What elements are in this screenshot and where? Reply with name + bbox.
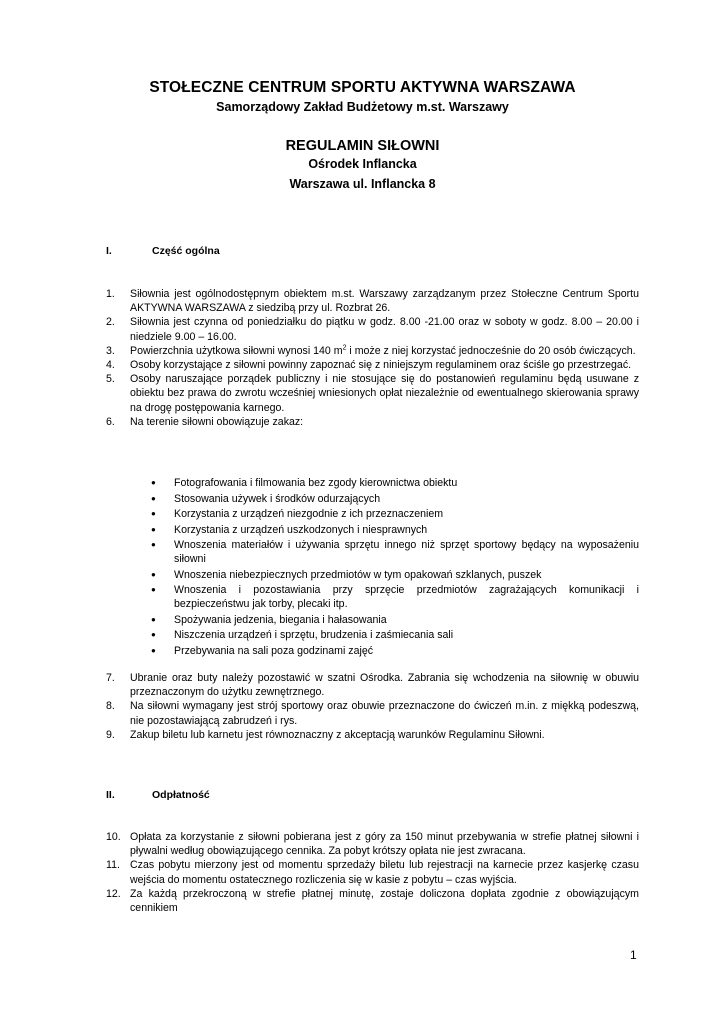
section-title: Odpłatność — [152, 789, 210, 801]
page-number: 1 — [630, 948, 637, 962]
doc-title: REGULAMIN SIŁOWNI — [285, 138, 440, 154]
bullet-icon: ● — [151, 645, 156, 655]
list-item: 5. Osoby naruszające porządek publiczny i nie stosujące się do postanowień regulaminu będą usuwane z obiektu bez prawa do zwrotu wcześniej wniesionych opłat niezależnie od ewentualnego skierowania sprawy na drogę postępowania karnego. — [106, 373, 639, 414]
list-item: 12. Za każdą przekroczoną w strefie płatnej minutę, zostaje doliczona dopłata zgodnie z obowiązującym cennikiem — [106, 887, 639, 915]
list-item: 11. Czas pobytu mierzony jest od momentu sprzedaży biletu lub rejestracji na karnecie przez kasjerkę czasu wejścia do momentu ostatecznego rozliczenia się w kasie z pobytu – czas wyjścia. — [106, 859, 639, 886]
bullet-icon: ● — [151, 540, 156, 549]
bullet-item: ● Przebywania na sali poza godzinami zajęć — [148, 644, 639, 658]
list-item: 7. Ubranie oraz buty należy pozostawić w szatni Ośrodka. Zabrania się wchodzenia na siłownię w obuwiu przeznaczonym do użytku zewnętrznego. — [106, 672, 639, 699]
bullet-icon: ● — [151, 614, 156, 624]
bullet-icon: ● — [151, 478, 156, 487]
section-heading — [106, 789, 210, 801]
list-item: 10. Opłata za korzystanie z siłowni pobierana jest z góry za 150 minut przebywania w strefie płatnej siłowni i pływalni według obowiązującego cennika. Za pobyt krótszy opłata nie jest zwracana. — [106, 831, 639, 858]
bullet-icon: ● — [151, 630, 156, 640]
rules-list — [106, 287, 639, 429]
bullet-item: ● Wnoszenia i pozostawiania przy sprzęcie przedmiotów zagrażających komunikacji i bezpieczeństwu jak torby, plecaki itp. — [148, 583, 639, 611]
bullet-item: ● Wnoszenia materiałów i używania sprzętu innego niż sprzęt sportowy będący na wyposażeniu siłowni — [148, 538, 639, 566]
org-title: STOŁECZNE CENTRUM SPORTU AKTYWNA WARSZAWA — [149, 79, 576, 96]
list-item: 4. Osoby korzystające z siłowni powinny zapoznać się z niniejszym regulaminem oraz ściśle go przestrzegać. — [106, 359, 632, 372]
bullet-icon: ● — [151, 569, 156, 579]
bullet-item: ● Stosowania używek i środków odurzających — [148, 492, 639, 506]
payment-list — [106, 830, 639, 915]
bullet-item: ● Fotografowania i filmowania bez zgody kierownictwa obiektu — [148, 476, 639, 490]
facility-address: Warszawa ul. Inflancka 8 — [289, 177, 436, 191]
section-number: I. — [106, 245, 112, 257]
bullet-item: ● Spożywania jedzenia, biegania i hałasowania — [148, 613, 639, 627]
facility-name: Ośrodek Inflancka — [308, 157, 417, 171]
list-item: 2. Siłownia jest czynna od poniedziałku do piątku w godz. 8.00 -21.00 oraz w soboty w godz. 8.00 – 20.00 i niedziele 9.00 – 16.00. — [106, 316, 639, 343]
bullet-icon: ● — [151, 585, 156, 595]
prohibitions-list — [148, 476, 639, 659]
bullet-item: ● Korzystania z urządzeń uszkodzonych i niesprawnych — [148, 523, 639, 537]
bullet-item: ● Niszczenia urządzeń i sprzętu, brudzenia i zaśmiecania sali — [148, 628, 639, 642]
section-title: Część ogólna — [152, 245, 220, 257]
list-item: 1. Siłownia jest ogólnodostępnym obiektem m.st. Warszawy zarządzanym przez Stołeczne Centrum Sportu AKTYWNA WARSZAWA z siedzibą przy ul. Rozbrat 26. — [106, 288, 639, 315]
bullet-icon: ● — [151, 493, 156, 503]
rules-list-continued — [106, 671, 639, 742]
bullet-item: ● Korzystania z urządzeń niezgodnie z ich przeznaczeniem — [148, 507, 639, 521]
bullet-icon: ● — [151, 524, 156, 534]
org-subtitle: Samorządowy Zakład Budżetowy m.st. Warszawy — [216, 100, 509, 114]
list-item: 6. Na terenie siłowni obowiązuje zakaz: — [106, 415, 304, 428]
list-item: 9. Zakup biletu lub karnetu jest równoznaczny z akceptacją warunków Regulaminu Siłowni. — [106, 728, 545, 741]
list-item: 8. Na siłowni wymagany jest strój sportowy oraz obuwie przeznaczone do ćwiczeń m.in. z miękką podeszwą, nie pozostawiającą zabrudzeń i rys. — [106, 700, 639, 727]
list-item: 3. Powierzchnia użytkowa siłowni wynosi 140 $m^2$ i może z niej korzystać jednocześnie do 20 osób ćwiczących. — [106, 344, 636, 357]
bullet-icon: ● — [151, 509, 156, 518]
section-number: II. — [106, 789, 115, 801]
bullet-item: ● Wnoszenia niebezpiecznych przedmiotów w tym opakowań szklanych, puszek — [148, 568, 639, 582]
section-heading — [106, 245, 220, 257]
